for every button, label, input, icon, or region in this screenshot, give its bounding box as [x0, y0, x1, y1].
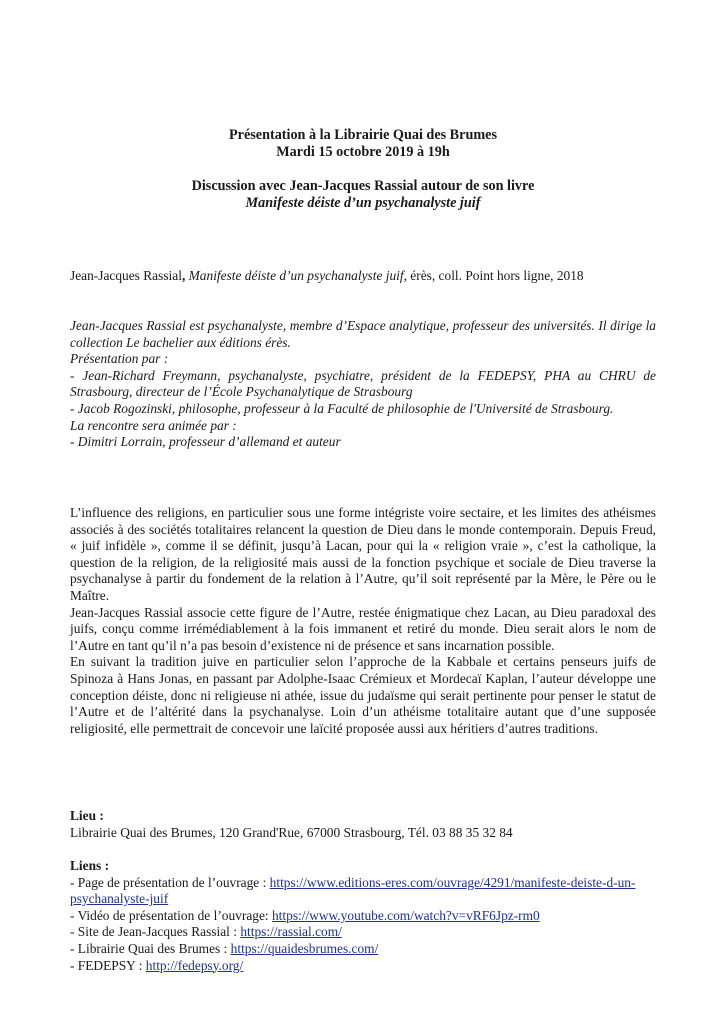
- event-header: [70, 127, 656, 161]
- event-date: Mardi 15 octobre 2019 à 19h: [276, 144, 450, 160]
- link-publisher-page[interactable]: https://www.editions-eres.com/ouvrage/4291/manifeste-deiste-d-un-psychanalyste-juif: [70, 874, 636, 907]
- link-fedepsy[interactable]: http://fedepsy.org/: [145, 957, 244, 973]
- author-bio: [70, 318, 656, 451]
- bio-intro: Jean-Jacques Rassial est psychanalyste, membre d’Espace analytique, professeur des universités. Il dirige la collection Le bachelier aux éditions érès.: [70, 318, 656, 350]
- reference-author: Jean-Jacques Rassial: [70, 268, 182, 283]
- presentation-label: Présentation par :: [70, 351, 169, 367]
- link-label: - Page de présentation de l’ouvrage :: [70, 874, 270, 890]
- link-item: [70, 924, 656, 941]
- book-reference: [70, 268, 656, 285]
- link-author-site[interactable]: https://rassial.com/: [240, 924, 342, 940]
- link-item: [70, 908, 656, 925]
- link-bookstore[interactable]: https://quaidesbrumes.com/: [230, 940, 379, 956]
- link-item: [70, 875, 656, 908]
- presenter-2: - Jacob Rogozinski, philosophe, professeur à la Faculté de philosophie de l'Université de Strasbourg.: [70, 400, 614, 416]
- book-title: Manifeste déiste d’un psychanalyste juif: [245, 195, 481, 211]
- link-item: [70, 941, 656, 958]
- discussion-header: [70, 178, 656, 212]
- link-label: - Vidéo de présentation de l’ouvrage:: [70, 907, 272, 923]
- reference-comma: ,: [181, 268, 186, 283]
- venue-section: [70, 808, 656, 841]
- venue-address: Librairie Quai des Brumes, 120 Grand'Rue, 67000 Strasbourg, Tél. 03 88 35 32 84: [70, 824, 513, 840]
- venue-label: Lieu :: [70, 808, 104, 823]
- book-description: [70, 505, 656, 737]
- description-paragraph-2: Jean-Jacques Rassial associe cette figure de l’Autre, restée énigmatique chez Lacan, au Dieu paradoxal des juifs, conçu comme irrémédiablement à la fois immanent et retiré du monde. Dieu serait alors le nom de l’Autre en tant qu’il n’a pas besoin d’existence ni de présence et sans incarnation possible.: [70, 604, 656, 653]
- link-video[interactable]: https://www.youtube.com/watch?v=vRF6Jpz-rm0: [271, 907, 540, 923]
- description-paragraph-1: L’influence des religions, en particulier sous une forme intégriste voire sectaire, et les limites des athéismes associés à des sociétés totalitaires relancent la question de Dieu dans le monde contemporain. Depuis Freud, « juif infidèle », comme il se définit, jusqu’à Lacan, pour qui la « religion vraie », c’est la catholique, la question de la religion, de la religiosité mais aussi de la fonction psychique et sociale de Dieu traverse la psychanalyse à partir du fondement de la relation à l’Autre, qu’il soit représenté par la Mère, le Père ou le Maître.: [70, 505, 656, 603]
- description-paragraph-3: En suivant la tradition juive en particulier selon l’approche de la Kabbale et certains penseurs juifs de Spinoza à Hans Jonas, en passant par Adolphe-Isaac Crémieux et Mordecaï Kaplan, l’auteur développe une conception déiste, donc ni religieuse ni athée, issue du judaïsme qui serait pertinente pour penser le statut de l’Autre et de l’altérité dans la psychanalyse. Loin d’un athéisme totalitaire autant que d’une supposée religiosité, elle permettrait de concevoir une laïcité proposée aussi aux héritiers d’autres traditions.: [70, 654, 656, 736]
- link-label: - Site de Jean-Jacques Rassial :: [70, 924, 241, 940]
- links-section: [70, 858, 656, 974]
- link-label: - FEDEPSY :: [70, 957, 146, 973]
- moderator: - Dimitri Lorrain, professeur d’allemand et auteur: [70, 434, 341, 450]
- presenter-1: - Jean-Richard Freymann, psychanalyste, psychiatre, président de la FEDEPSY, PHA au CHRU de Strasbourg, directeur de l’École Psychanalytique de Strasbourg: [70, 367, 656, 400]
- moderator-label: La rencontre sera animée par :: [70, 417, 237, 433]
- link-label: - Librairie Quai des Brumes :: [70, 940, 231, 956]
- event-venue-title: Présentation à la Librairie Quai des Brumes: [229, 127, 497, 143]
- discussion-title: Discussion avec Jean-Jacques Rassial autour de son livre: [191, 178, 535, 194]
- link-item: [70, 958, 656, 975]
- reference-publisher: , érès, coll. Point hors ligne, 2018: [403, 268, 584, 283]
- reference-title: Manifeste déiste d’un psychanalyste juif: [188, 268, 404, 283]
- links-label: Liens :: [70, 858, 110, 873]
